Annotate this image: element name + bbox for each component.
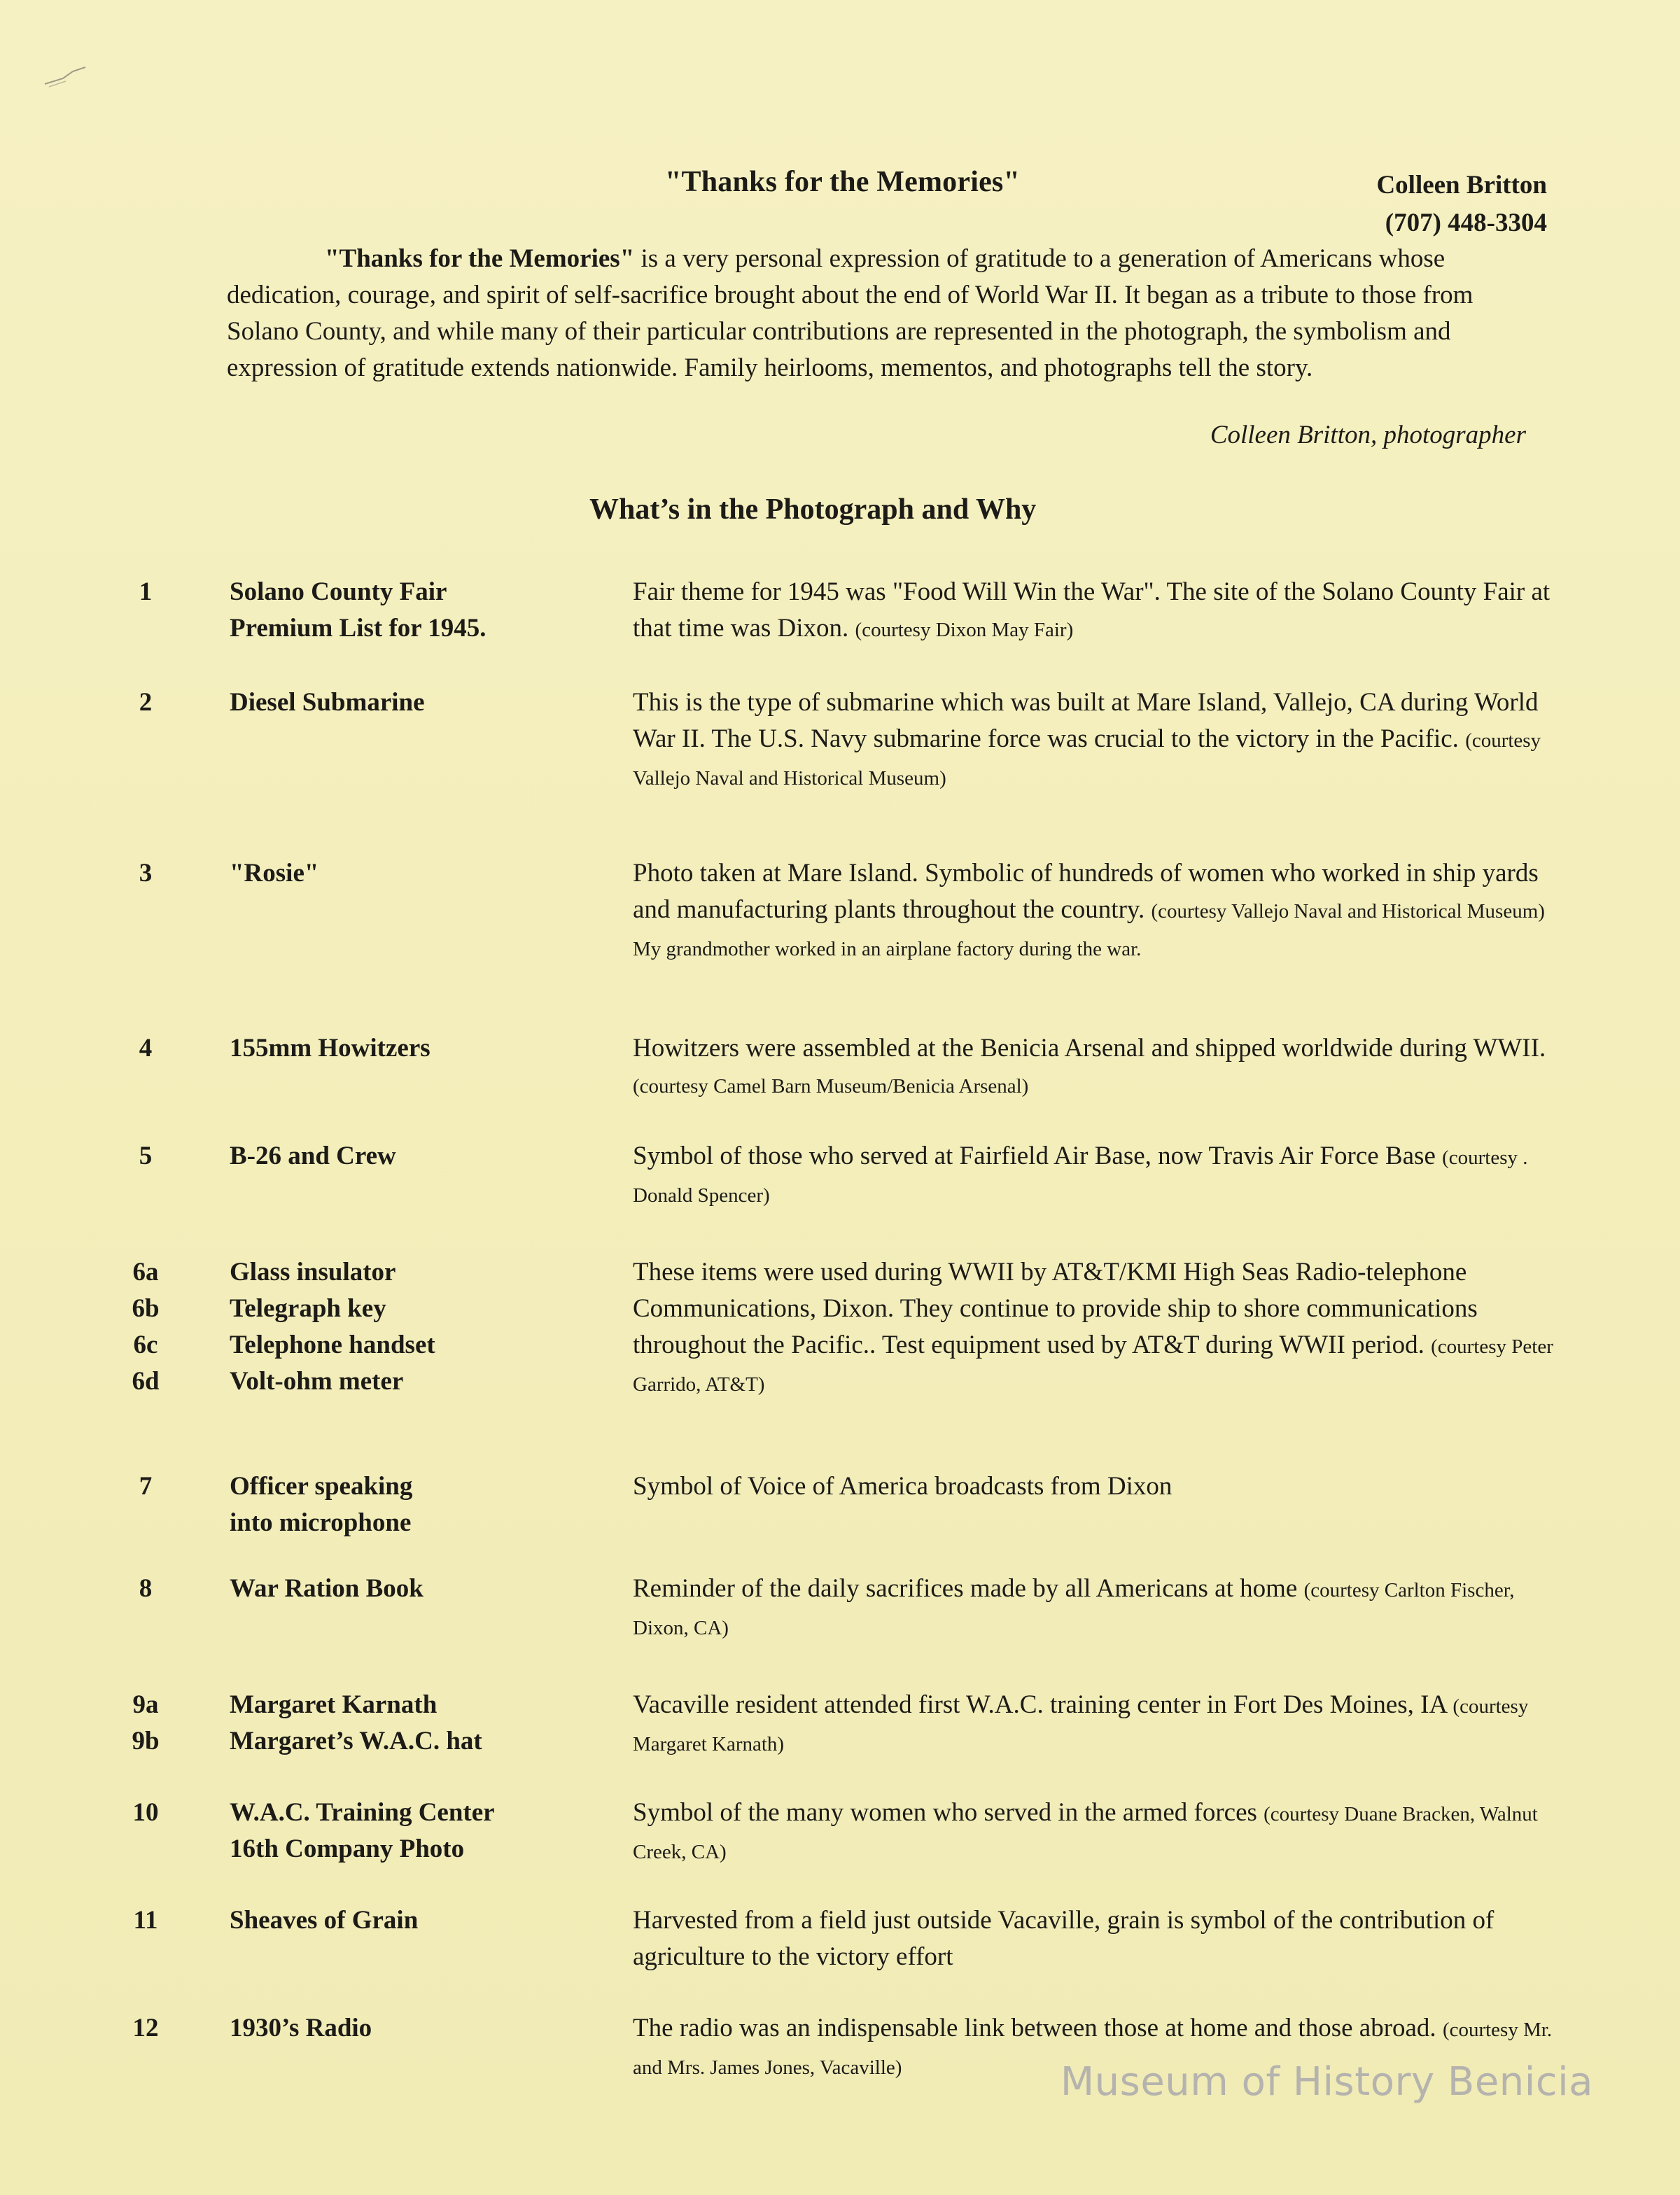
item-number [118, 1254, 174, 1400]
item-name [230, 1795, 594, 1867]
item-name-line: into microphone [230, 1508, 412, 1537]
item-description-text: Symbol of those who served at Fairfield Air Base, now Travis Air Force Base [633, 1142, 1443, 1170]
paper-scratch-mark [42, 63, 91, 91]
item-number-line: 6b [132, 1294, 160, 1323]
item-number-line: 6d [132, 1367, 160, 1396]
item-courtesy: (courtesy Duane Bracken, Walnut Creek, CA) [633, 1803, 1538, 1863]
item-number [118, 1687, 174, 1760]
item-name [230, 1030, 594, 1067]
item-courtesy: (courtesy Margaret Karnath) [633, 1695, 1529, 1755]
item-name [230, 1902, 594, 1939]
item-courtesy: (courtesy Vallejo Naval and Historical Museum) [633, 729, 1541, 790]
intro-paragraph [227, 241, 1547, 386]
item-description-text: These items were used during WWII by AT&T/KMI High Seas Radio-telephone Communications, Dixon. They continue to provide ship to shore communications throughout the Pacific.. Test equipment used by AT&T during WWII period. [633, 1258, 1478, 1359]
item-number [118, 1138, 174, 1174]
item-name [230, 855, 594, 892]
item-number-line: 9b [132, 1727, 160, 1755]
item-name-line: 16th Company Photo [230, 1835, 465, 1863]
photographer-credit: Colleen Britton, photographer [1210, 421, 1526, 449]
item-name [230, 1571, 594, 1607]
item-number [118, 685, 174, 721]
item-name-line: Sheaves of Grain [230, 1906, 419, 1935]
item-name [230, 685, 594, 721]
item-number-line: 9a [132, 1690, 159, 1719]
item-number-line: 1 [139, 577, 153, 606]
item-description-text: Symbol of Voice of America broadcasts from Dixon [633, 1472, 1172, 1501]
item-description-text: Howitzers were assembled at the Benicia Arsenal and shipped worldwide during WWII. [633, 1034, 1546, 1063]
item-number-line: 6c [133, 1331, 158, 1359]
intro-lead: "Thanks for the Memories" [325, 244, 635, 273]
item-name-line: Margaret Karnath [230, 1690, 438, 1719]
item-description [633, 1687, 1564, 1762]
item-name-line: B-26 and Crew [230, 1142, 396, 1170]
item-name-line: "Rosie" [230, 859, 319, 888]
item-number [118, 1902, 174, 1939]
item-description [633, 855, 1564, 967]
item-number-line: 11 [133, 1906, 158, 1935]
contact-name: Colleen Britton [1376, 171, 1547, 199]
item-name-line: Telephone handset [230, 1331, 435, 1359]
item-description-text: Symbol of the many women who served in the armed forces [633, 1798, 1264, 1827]
item-number-line: 3 [139, 859, 153, 888]
item-name-line: 1930’s Radio [230, 2014, 372, 2042]
item-name [230, 1254, 594, 1400]
item-description-text: Harvested from a field just outside Vacaville, grain is symbol of the contribution of agriculture to the victory effort [633, 1906, 1494, 1971]
item-name-line: W.A.C. Training Center [230, 1798, 495, 1827]
item-number-line: 5 [139, 1142, 153, 1170]
item-description [633, 1571, 1564, 1646]
item-description-text: Vacaville resident attended first W.A.C. training center in Fort Des Moines, IA [633, 1690, 1453, 1719]
item-number [118, 855, 174, 892]
item-number [118, 2010, 174, 2047]
item-courtesy: (courtesy Peter Garrido, AT&T) [633, 1335, 1553, 1396]
item-courtesy: (courtesy Mr. and Mrs. James Jones, Vacaville) [633, 2019, 1553, 2079]
item-name [230, 2010, 594, 2047]
item-name [230, 1687, 594, 1760]
contact-block [1376, 167, 1547, 242]
item-name-line: 155mm Howitzers [230, 1034, 430, 1063]
item-number-line: 7 [139, 1472, 153, 1501]
item-name-line: War Ration Book [230, 1574, 424, 1603]
item-description [633, 685, 1564, 797]
item-name [230, 1138, 594, 1174]
document-title: "Thanks for the Memories" [665, 166, 1020, 198]
item-number [118, 574, 174, 610]
item-name-line: Telegraph key [230, 1294, 386, 1323]
item-courtesy: (courtesy Dixon May Fair) [855, 619, 1074, 641]
item-description [633, 1902, 1564, 1977]
section-title: What’s in the Photograph and Why [589, 493, 1037, 526]
item-name-line: Diesel Submarine [230, 688, 425, 717]
item-courtesy: (courtesy Carlton Fischer, Dixon, CA) [633, 1579, 1515, 1639]
item-description [633, 1138, 1564, 1214]
item-number [118, 1468, 174, 1505]
item-description-text: Fair theme for 1945 was "Food Will Win the War". The site of the Solano County Fair at that time was Dixon. [633, 577, 1550, 643]
item-name-line: Margaret’s W.A.C. hat [230, 1727, 482, 1755]
item-courtesy: (courtesy Camel Barn Museum/Benicia Arsenal) [633, 1075, 1029, 1098]
item-description [633, 1254, 1564, 1403]
intro-text: is a very personal expression of gratitude to a generation of Americans whose dedication, courage, and spirit of self-sacrifice brought about the end of World War II. It began as a tribute to those from Solano County, and while many of their particular contributions are represented in the photograph, the symbolism and expression of gratitude extends nationwide. Family heirlooms, mementos, and photographs tell the story. [227, 244, 1474, 382]
item-courtesy: (courtesy Vallejo Naval and Historical Museum) My grandmother worked in an airplane factory during the war. [633, 900, 1545, 960]
item-description [633, 1795, 1564, 1870]
item-description-text: This is the type of submarine which was built at Mare Island, Vallejo, CA during World War II. The U.S. Navy submarine force was crucial to the victory in the Pacific. [633, 688, 1539, 753]
item-description [633, 1468, 1564, 1506]
item-name [230, 1468, 594, 1541]
item-number-line: 8 [139, 1574, 153, 1603]
item-description [633, 1030, 1564, 1104]
item-number-line: 12 [132, 2014, 159, 2042]
item-name-line: Premium List for 1945. [230, 614, 486, 643]
item-number [118, 1571, 174, 1607]
item-number [118, 1030, 174, 1067]
item-description-text: The radio was an indispensable link between those at home and those abroad. [633, 2014, 1443, 2042]
item-name [230, 574, 594, 647]
item-name-line: Volt-ohm meter [230, 1367, 404, 1396]
item-number-line: 10 [132, 1798, 159, 1827]
item-number-line: 6a [132, 1258, 159, 1286]
item-description-text: Photo taken at Mare Island. Symbolic of hundreds of women who worked in ship yards and manufacturing plants throughout the country. [633, 859, 1539, 924]
item-description [633, 574, 1564, 648]
item-number-line: 2 [139, 688, 153, 717]
item-name-line: Glass insulator [230, 1258, 396, 1286]
contact-phone: (707) 448-3304 [1385, 209, 1547, 237]
item-courtesy: (courtesy . Donald Spencer) [633, 1146, 1528, 1207]
item-description-text: Reminder of the daily sacrifices made by all Americans at home [633, 1574, 1304, 1603]
item-number-line: 4 [139, 1034, 153, 1063]
museum-watermark: Museum of History Benicia [1060, 2059, 1593, 2105]
item-name-line: Solano County Fair [230, 577, 447, 606]
item-number [118, 1795, 174, 1831]
item-name-line: Officer speaking [230, 1472, 413, 1501]
